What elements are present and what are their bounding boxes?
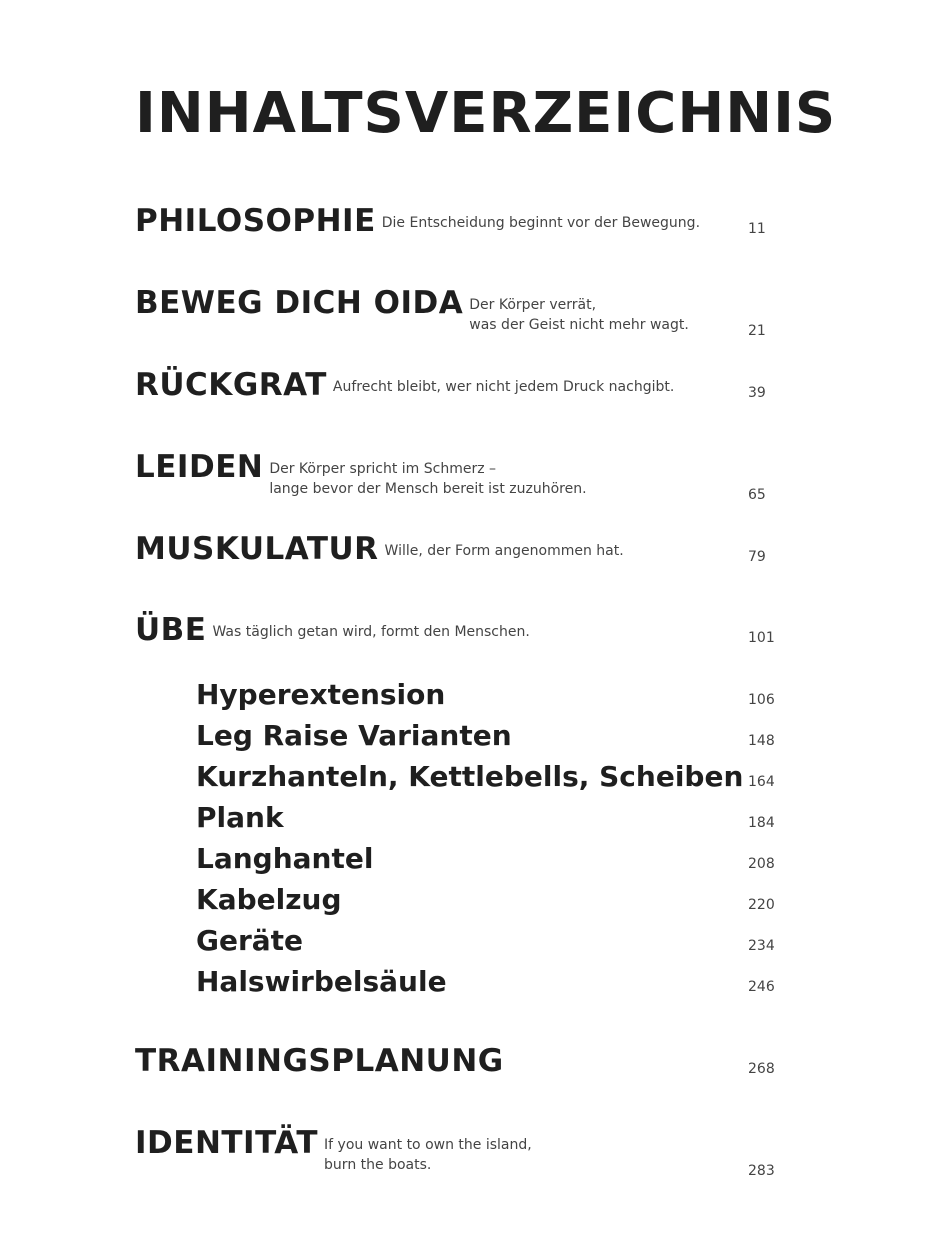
chapter-title: LEIDEN — [135, 449, 264, 485]
toc-entry-rueckgrat[interactable] — [135, 367, 815, 403]
subtitle-line: Der Körper spricht im Schmerz – — [269, 461, 497, 477]
chapter-title: IDENTITÄT — [135, 1125, 319, 1161]
chapter-subtitle — [327, 367, 674, 397]
toc-subentry-geraete[interactable]: Geräte — [196, 924, 304, 957]
page-number: 65 — [748, 487, 766, 503]
toc-subentry-halswirbelsaeule[interactable]: Halswirbelsäule — [196, 965, 447, 998]
page-number: 234 — [748, 938, 775, 954]
subtitle-line: lange bevor der Mensch bereit ist zuzuhören. — [269, 481, 587, 497]
subtitle-line: Was täglich getan wird, formt den Menschen. — [212, 624, 530, 640]
chapter-title: MUSKULATUR — [135, 531, 379, 567]
page-number: 208 — [748, 856, 775, 872]
toc-subentry-kabelzug[interactable]: Kabelzug — [196, 883, 342, 916]
page-number: 39 — [748, 385, 766, 401]
subtitle-line: Wille, der Form angenommen hat. — [384, 543, 624, 559]
subtitle-line: was der Geist nicht mehr wagt. — [469, 317, 689, 333]
subtitle-line: Der Körper verrät, — [469, 297, 597, 313]
page-number: 184 — [748, 815, 775, 831]
page-number: 101 — [748, 630, 775, 646]
chapter-title: BEWEG DICH OIDA — [135, 285, 464, 321]
subtitle-line: Die Entscheidung beginnt vor der Bewegung. — [381, 215, 701, 231]
page-number: 148 — [748, 733, 775, 749]
page-title: INHALTSVERZEICHNIS — [135, 81, 837, 146]
chapter-subtitle — [376, 203, 700, 233]
page-number: 283 — [748, 1163, 775, 1179]
chapter-subtitle — [263, 449, 586, 499]
page-number: 21 — [748, 323, 766, 339]
chapter-title: TRAININGSPLANUNG — [135, 1043, 504, 1079]
chapter-title: RÜCKGRAT — [135, 367, 327, 403]
page-number: 11 — [748, 221, 766, 237]
subtitle-line: Aufrecht bleibt, wer nicht jedem Druck nachgibt. — [332, 379, 675, 395]
toc-subentry-langhantel[interactable]: Langhantel — [196, 842, 374, 875]
toc-entry-philosophie[interactable] — [135, 203, 815, 239]
toc-subentry-kurzhanteln[interactable]: Kurzhanteln, Kettlebells, Scheiben — [196, 760, 744, 793]
toc-subentry-plank[interactable]: Plank — [196, 801, 284, 834]
chapter-subtitle — [379, 531, 624, 561]
subtitle-line: If you want to own the island, — [324, 1137, 532, 1153]
toc-entry-identitaet[interactable] — [135, 1125, 815, 1175]
chapter-subtitle — [318, 1125, 532, 1175]
chapter-subtitle — [463, 285, 689, 335]
toc-entry-leiden[interactable] — [135, 449, 815, 499]
toc-subentry-hyperextension[interactable]: Hyperextension — [196, 678, 446, 711]
page-number: 79 — [748, 549, 766, 565]
toc-entry-uebe[interactable] — [135, 612, 815, 648]
toc-entry-muskulatur[interactable] — [135, 531, 815, 567]
toc-entry-beweg-dich-oida[interactable] — [135, 285, 815, 335]
subtitle-line: burn the boats. — [324, 1157, 432, 1173]
toc-subentry-leg-raise[interactable]: Leg Raise Varianten — [196, 719, 512, 752]
chapter-subtitle — [206, 612, 529, 642]
page-number: 246 — [748, 979, 775, 995]
page-number: 268 — [748, 1061, 775, 1077]
page-number: 164 — [748, 774, 775, 790]
chapter-title: PHILOSOPHIE — [135, 203, 376, 239]
toc-entry-trainingsplanung[interactable] — [135, 1043, 815, 1079]
chapter-title: ÜBE — [135, 612, 207, 648]
page-number: 106 — [748, 692, 775, 708]
page-number: 220 — [748, 897, 775, 913]
